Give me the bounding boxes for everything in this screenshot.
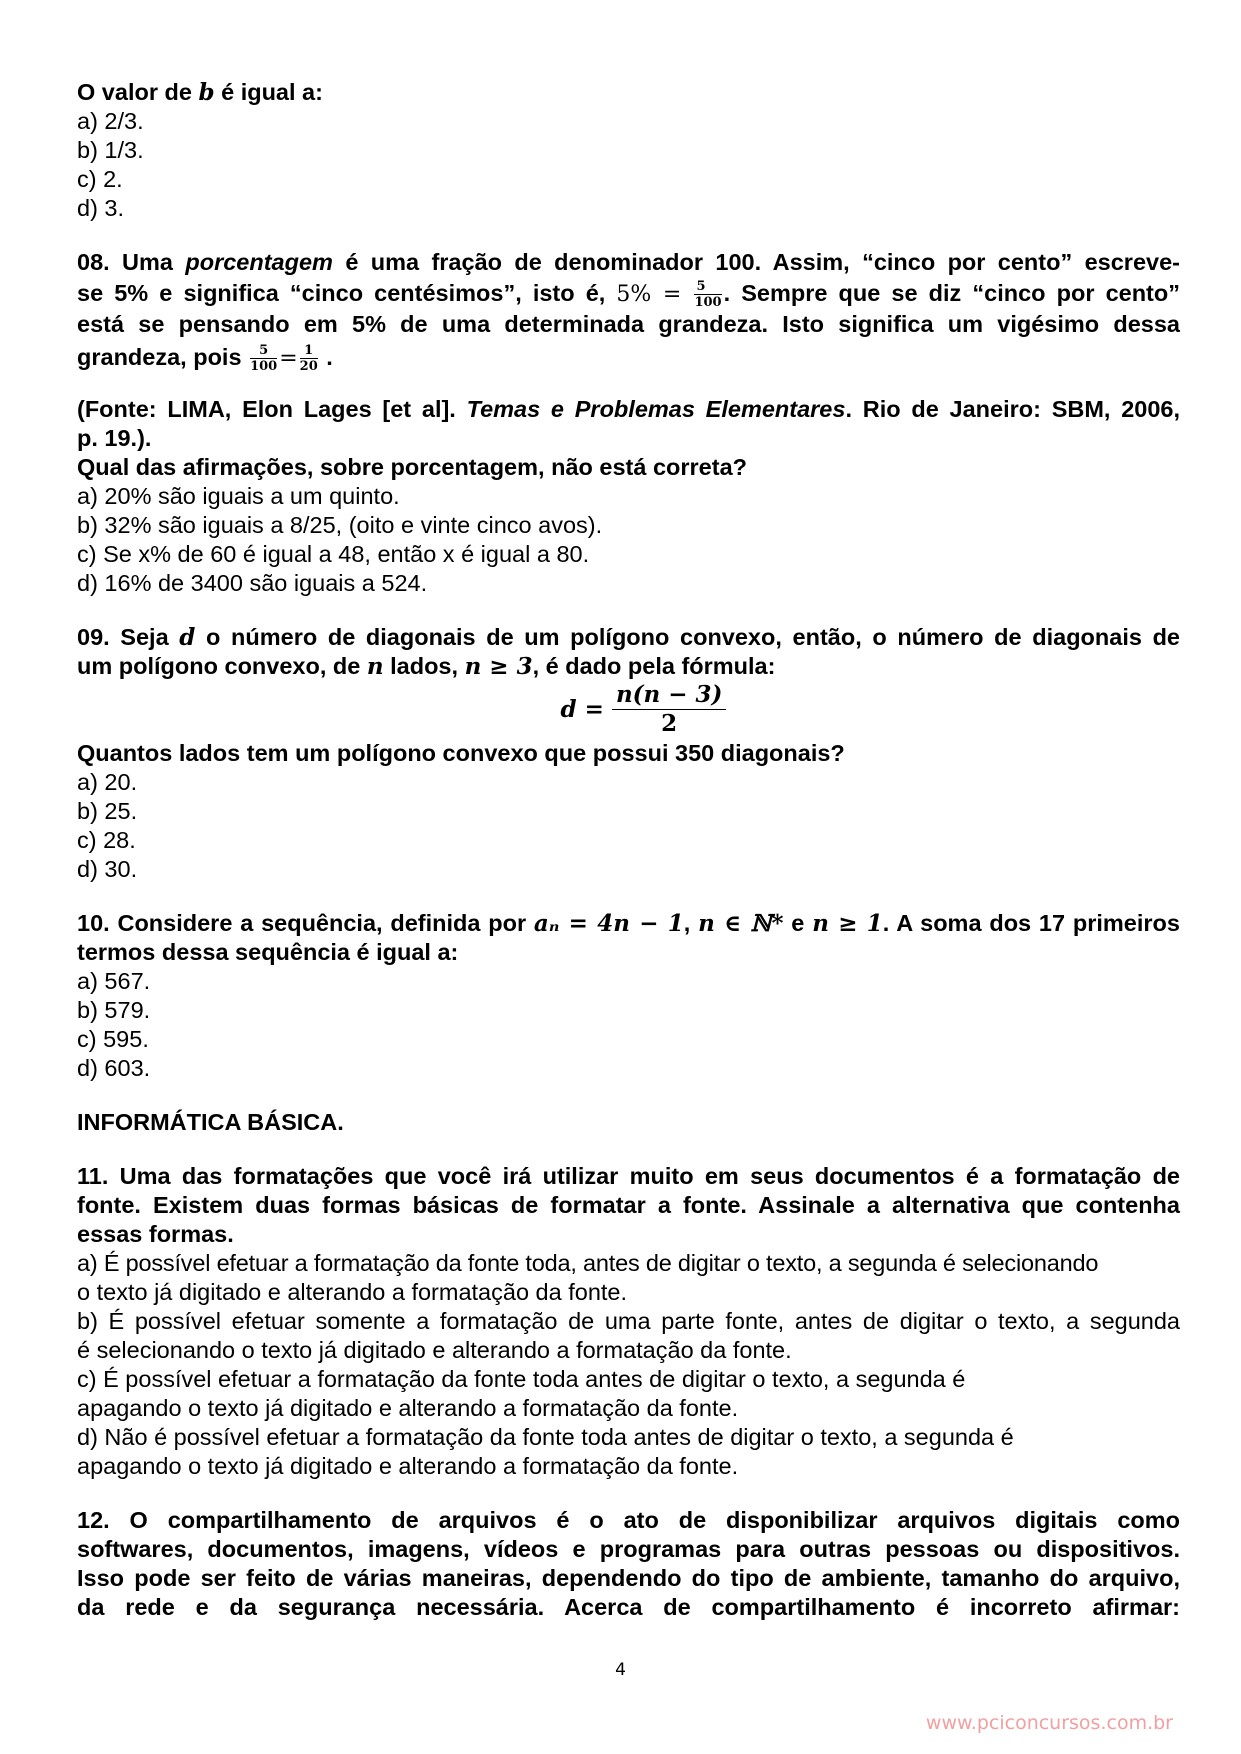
q08-stem: 08. Uma porcentagem é uma fração de denominador 100. Assim, “cinco por cento” escreve- se 5% e significa “cinco centésimos”, isto é, 5% = $\frac{5}{100}$ . Sempre que se diz “cinco por cento” está se pensando em 5% de uma determinada grandeza. Isto significa um vigésimo dessa grandeza, pois $\frac{5}{100}$ = $\frac{1}{20}$ . [77, 249, 1180, 375]
q09-option-c: c) 28. [77, 827, 136, 853]
q11-option-c: c) É possível efetuar a formatação da fonte toda antes de digitar o texto, a segunda é apagando o texto já digitado e alterando a formatação da fonte. [77, 1366, 966, 1421]
q08-option-a: a) 20% são iguais a um quinto. [77, 483, 400, 509]
q08-option-c: c) Se x% de 60 é igual a 48, então x é igual a 80. [77, 541, 590, 567]
fraction-5-100-b: $\frac{5}{100}$ [250, 343, 278, 375]
q09-stem: 09. Seja d o número de diagonais de um polígono convexo, então, o número de diagonais de um polígono convexo, de n lados, n ≥ 3, é dado pela fórmula: [77, 624, 1180, 680]
diagonals-formula: d = $\frac{n(n - 3)}{2}$ [107, 681, 1180, 739]
q10-option-b: b) 579. [77, 997, 151, 1023]
fraction-5-100: $\frac{5}{100}$ [694, 279, 722, 311]
q10-stem: 10. Considere a sequência, definida por aₙ = 4n − 1, n ∈ ℕ* e n ≥ 1. A soma dos 17 primeiros termos dessa sequência é igual a: [77, 910, 1180, 965]
q09-question: Quantos lados tem um polígono convexo que possui 350 diagonais? [77, 740, 845, 766]
q07-option-d: d) 3. [77, 195, 125, 221]
q11-stem: 11. Uma das formatações que você irá utilizar muito em seus documentos é a formatação de fonte. Existem duas formas básicas de formatar a fonte. Assinale a alternativa que contenha essas formas. [77, 1163, 1180, 1247]
q10-option-a: a) 567. [77, 968, 151, 994]
q07-stem: O valor de b é igual a: [77, 79, 323, 106]
page-number: 4 [615, 1660, 626, 1680]
q11-option-b: b) É possível efetuar somente a formatação de uma parte fonte, antes de digitar o texto, a segunda é selecionando o texto já digitado e alterando a formatação da fonte. [77, 1308, 1180, 1363]
q10-option-d: d) 603. [77, 1055, 151, 1081]
footer-site-url: www.pciconcursos.com.br [925, 1712, 1173, 1734]
q08-question: Qual das afirmações, sobre porcentagem, não está correta? [77, 454, 747, 480]
fraction-1-20: $\frac{1}{20}$ [299, 343, 318, 375]
q11-option-d: d) Não é possível efetuar a formatação da fonte toda antes de digitar o texto, a segunda é apagando o texto já digitado e alterando a formatação da fonte. [77, 1424, 1014, 1479]
q09-option-b: b) 25. [77, 798, 138, 824]
q08-source: (Fonte: LIMA, Elon Lages [et al]. Temas e Problemas Elementares. Rio de Janeiro: SBM, 2006, p. 19.). Qual das afirmações, sobre porcentagem, não está correta? [77, 396, 1180, 480]
var-b: b [198, 79, 215, 106]
q12-stem: 12. O compartilhamento de arquivos é o ato de disponibilizar arquivos digitais como softwares, documentos, imagens, vídeos e programas para outras pessoas ou dispositivos. Isso pode ser feito de várias maneiras, dependendo do tipo de ambiente, tamanho do arquivo, da rede e da segurança necessária. Acerca de compartilhamento é incorreto afirmar: [77, 1507, 1180, 1620]
section-title: INFORMÁTICA BÁSICA. [77, 1109, 344, 1135]
q07-option-a: a) 2/3. [77, 108, 144, 134]
q10-option-c: c) 595. [77, 1026, 149, 1052]
q07-option-b: b) 1/3. [77, 137, 144, 163]
q08-option-b: b) 32% são iguais a 8/25, (oito e vinte cinco avos). [77, 512, 603, 538]
q09-option-a: a) 20. [77, 769, 138, 795]
q08-option-d: d) 16% de 3400 são iguais a 524. [77, 570, 428, 596]
q07-option-c: c) 2. [77, 166, 123, 192]
q11-option-a: a) É possível efetuar a formatação da fonte toda, antes de digitar o texto, a segunda é selecionando o texto já digitado e alterando a formatação da fonte. [77, 1250, 1099, 1305]
q09-option-d: d) 30. [77, 856, 138, 882]
document-page [77, 78, 1180, 1622]
